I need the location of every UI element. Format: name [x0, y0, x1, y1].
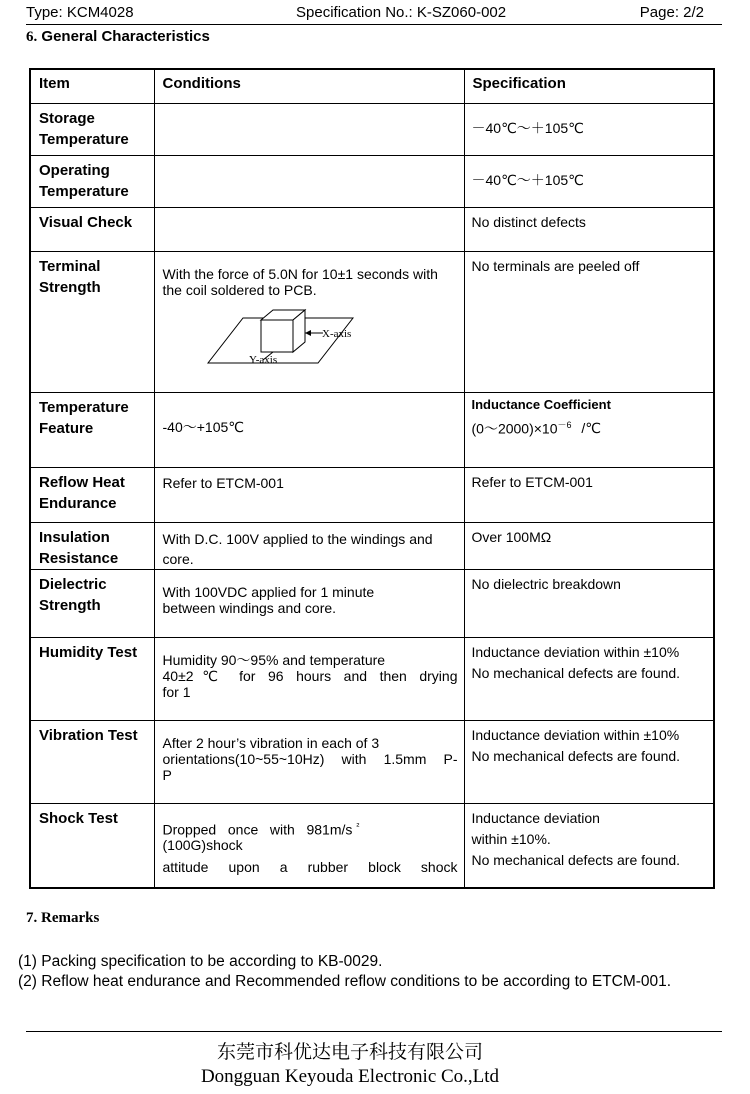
x-axis-label: X-axis	[321, 327, 351, 340]
row-item: Shock Test	[39, 809, 118, 827]
page-header	[26, 4, 722, 24]
specification-number: Specification No.: K-SZ060-002	[296, 4, 507, 21]
section-6-heading	[26, 28, 210, 46]
row-item: Dielectric Strength	[39, 575, 107, 614]
characteristics-table	[29, 68, 715, 889]
row-conditions	[154, 155, 464, 207]
y-axis-label: Y-axis	[248, 353, 277, 366]
row-conditions: After 2 hour’s vibration in each of 3 orientations(10~55~10Hz) with 1.5mm P- P	[162, 734, 458, 783]
footer-divider	[26, 1031, 722, 1032]
section-6-number: 6.	[26, 29, 38, 45]
row-spec: No terminals are peeled off	[471, 257, 640, 274]
row-spec: －40℃～＋105℃	[471, 119, 584, 136]
row-spec: Inductance deviation within ±10% No mechanical defects are found.	[471, 726, 681, 764]
table-row	[30, 569, 714, 637]
inductance-coefficient-unit: /℃	[581, 420, 602, 437]
table-row	[30, 392, 714, 467]
pcb-coil-diagram	[203, 308, 403, 368]
row-conditions	[154, 103, 464, 155]
row-conditions: With D.C. 100V applied to the windings and core.	[162, 530, 433, 567]
header-specification: Specification	[464, 69, 714, 103]
row-spec: No distinct defects	[471, 213, 586, 230]
x-axis-arrowhead	[305, 330, 311, 336]
row-item: Vibration Test	[39, 726, 138, 744]
company-name-english: Dongguan Keyouda Electronic Co.,Ltd	[200, 1066, 500, 1087]
table-row	[30, 251, 714, 392]
section-6-title: General Characteristics	[41, 28, 210, 45]
row-item: Temperature Feature	[39, 398, 129, 437]
row-item: Humidity Test	[39, 643, 138, 661]
table-row	[30, 637, 714, 720]
row-item: Insulation Resistance	[39, 528, 119, 567]
inductance-coefficient-range: (0～2000)×10	[471, 420, 558, 437]
row-conditions	[154, 207, 464, 251]
remark-1: (1) Packing specification to be according to KB-0029.	[18, 953, 383, 970]
shock-unit-superscript: ²	[356, 820, 360, 831]
coil-front-face	[261, 320, 293, 352]
row-spec: Inductance deviation within ±10%. No mechanical defects are found.	[471, 809, 681, 868]
inductance-coefficient-title: Inductance Coefficient	[471, 396, 611, 412]
table-row	[30, 207, 714, 251]
table-row	[30, 103, 714, 155]
row-conditions: With the force of 5.0N for 10±1 seconds with the coil soldered to PCB. X-axis Y-axis	[162, 265, 438, 366]
row-item: Operating Temperature	[39, 161, 129, 200]
row-conditions: -40～+105℃	[162, 418, 244, 435]
row-conditions: Refer to ETCM-001	[162, 474, 284, 491]
section-7-heading: 7. Remarks	[26, 910, 100, 926]
table-row	[30, 720, 714, 803]
row-item: Storage Temperature	[39, 109, 129, 148]
row-spec: －40℃～＋105℃	[471, 171, 584, 188]
remark-2: (2) Reflow heat endurance and Recommended reflow conditions to be according to ETCM-001.	[18, 973, 672, 990]
row-spec: No dielectric breakdown	[471, 575, 621, 592]
table-row	[30, 803, 714, 888]
row-item: Terminal Strength	[39, 257, 101, 296]
table-header-row	[30, 69, 714, 103]
row-spec: Inductance deviation within ±10% No mechanical defects are found.	[471, 643, 681, 681]
header-item: Item	[30, 69, 154, 103]
row-spec: Over 100MΩ	[471, 528, 552, 545]
table-row	[30, 467, 714, 522]
header-divider	[26, 24, 722, 25]
table-row	[30, 522, 714, 569]
table-row	[30, 155, 714, 207]
row-item: Visual Check	[39, 213, 133, 231]
row-conditions: With 100VDC applied for 1 minute between windings and core.	[162, 583, 375, 616]
page-number: Page: 2/2	[639, 4, 704, 21]
row-conditions: Dropped once with 981m/s $^{^2}$ (100G)shock attitude upon a rubber block shock	[162, 820, 458, 876]
row-spec	[465, 393, 714, 440]
row-spec: Refer to ETCM-001	[471, 473, 593, 490]
document-type: Type: KCM4028	[26, 4, 134, 21]
terminal-strength-diagram	[203, 308, 403, 368]
inductance-coefficient-exponent: －6	[557, 419, 572, 430]
row-conditions: Humidity 90～95% and temperature 40±2℃ for 96 hours and then drying for 1	[162, 651, 458, 700]
header-conditions: Conditions	[154, 69, 464, 103]
company-name-chinese: 东莞市科优达电子科技有限公司	[216, 1041, 483, 1063]
row-item: Reflow Heat Endurance	[39, 473, 125, 512]
